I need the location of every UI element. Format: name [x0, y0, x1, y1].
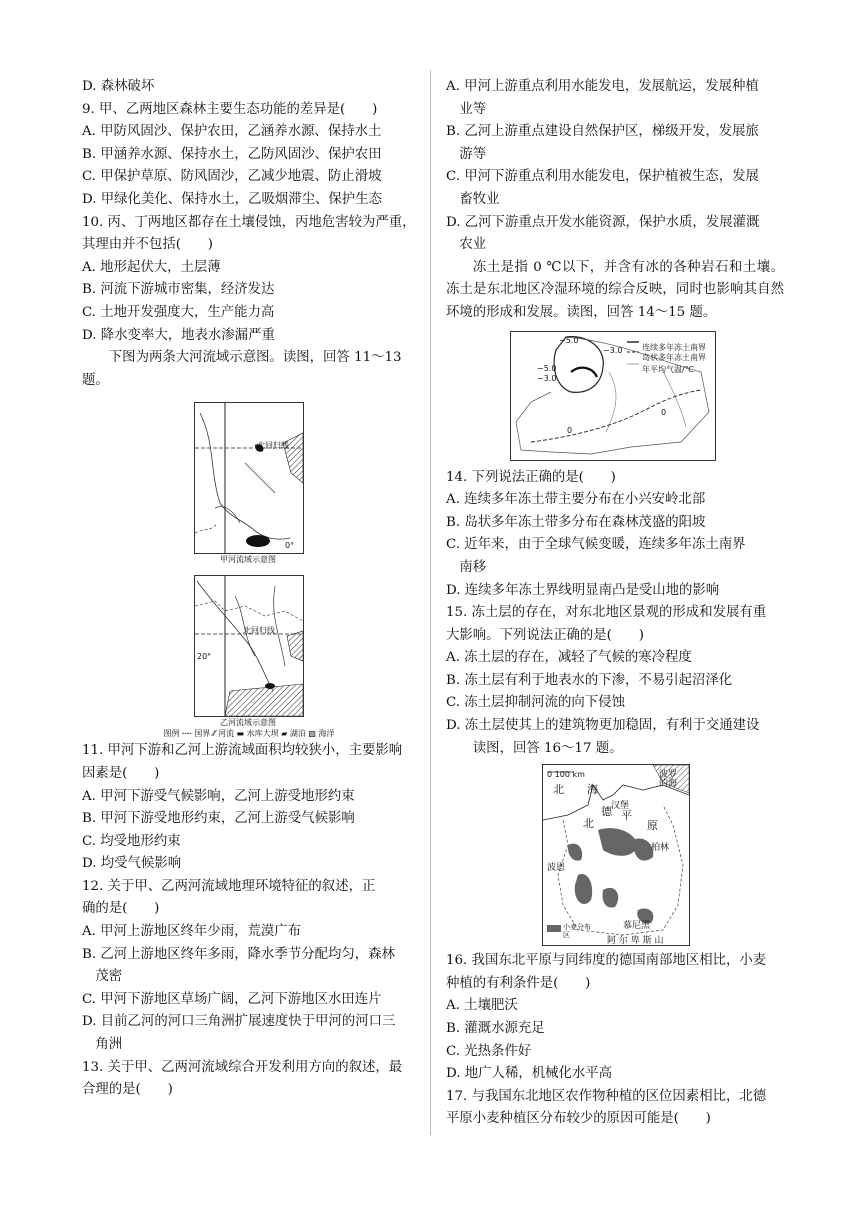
option-16a: A. 土壤肥沃 [446, 998, 518, 1014]
plain-label: 平 [621, 809, 632, 823]
baltic-label: 波罗的海 [659, 770, 678, 790]
plain-label: 原 [647, 819, 658, 833]
option-12d-cont: 角洲 [95, 1037, 123, 1053]
option-11a: A. 甲河下游受气候影响，乙河上游受地形约束 [82, 788, 355, 804]
option-9a: A. 甲防风固沙、保护农田，乙涵养水源、保持水土 [82, 124, 382, 140]
option-10c: C. 土地开发强度大，生产能力高 [82, 304, 275, 320]
city-berlin: 柏林 [651, 843, 670, 854]
map-yi-drawing [195, 576, 303, 716]
sea-label: 海 [587, 783, 598, 797]
plain-label: 德 [601, 805, 612, 819]
question-9: 9. 甲、乙两地区森林主要生态功能的差异是( ) [82, 101, 378, 117]
question-10: 10. 丙、丁两地区都存在土壤侵蚀，丙地危害较为严重， [82, 214, 416, 230]
map-jia-caption: 甲河流域示意图 [220, 555, 276, 565]
map-jia-drawing [195, 403, 303, 553]
question-13-cont: 合理的是( ) [82, 1082, 173, 1098]
option-13b-cont: 游等 [459, 146, 487, 162]
city-bonn: 波恩 [547, 863, 566, 874]
option-16c: C. 光热条件好 [446, 1043, 532, 1059]
option-13a-cont: 业等 [459, 101, 487, 117]
map-jia-frame [194, 402, 304, 554]
question-16-cont: 种植的有利条件是( ) [446, 975, 591, 991]
question-15-cont: 大影响。下列说法正确的是( ) [446, 627, 644, 643]
option-16b: B. 灌溉水源充足 [446, 1021, 545, 1037]
question-17-cont: 平原小麦种植区分布较少的原因可能是( ) [446, 1111, 711, 1127]
option-14a: A. 连续多年冻土带主要分布在小兴安岭北部 [446, 492, 706, 508]
map-legend: 小麦分布区 [563, 923, 591, 940]
option-15d: D. 冻土层使其上的建筑物更加稳固，有利于交通建设 [446, 718, 760, 734]
isotherm-label: 0 [661, 407, 667, 417]
map-jia [194, 402, 304, 565]
isotherm-label: −5.0 [537, 363, 557, 373]
isotherm-label: −3.0 [603, 345, 623, 355]
map-yi-caption: 乙河流域示意图 [220, 718, 276, 728]
map-germany [542, 764, 690, 946]
option-12d: D. 目前乙河的河口三角洲扩展速度快于甲河的河口三 [82, 1014, 396, 1030]
option-15c: C. 冻土层抑制河流的向下侵蚀 [446, 695, 625, 711]
isotherm-label: −3.0 [537, 373, 557, 383]
question-10-cont: 其理由并不包括( ) [82, 237, 213, 253]
question-14: 14. 下列说法正确的是( ) [446, 469, 616, 485]
right-column [446, 76, 784, 1131]
figure-intro: 下图为两条大河流域示意图。读图，回答 11～13 [108, 350, 402, 366]
option-13b: B. 乙河上游重点建设自然保护区，梯级开发，发展旅 [446, 124, 759, 140]
isotherm-label: 0 [567, 425, 573, 435]
option-13a: A. 甲河上游重点利用水能发电，发展航运，发展种植 [446, 79, 759, 94]
question-16: 16. 我国东北平原与同纬度的德国南部地区相比，小麦 [446, 953, 767, 969]
option-16d: D. 地广人稀，机械化水平高 [446, 1066, 613, 1082]
option-9d: D. 甲绿化美化、保持水土，乙吸烟滞尘、保护生态 [82, 191, 382, 207]
option-11b: B. 甲河下游受地形约束，乙河上游受气候影响 [82, 811, 355, 827]
tropic-label: 北回归线 [257, 441, 289, 451]
latitude-label: 20° [197, 652, 212, 662]
figure-intro-cont: 题。 [82, 372, 109, 388]
permafrost-intro: 冻土是指 0 ℃以下，并含有冰的各种岩石和土壤。冻土是东北地区冷湿环境的综合反映，同时也影响其自然环境的形成和发展。读图，回答 14～15 题。 [446, 259, 784, 320]
option-13c-cont: 畜牧业 [459, 191, 500, 207]
legend-island: 岛状多年冻土南界 [642, 352, 706, 362]
option-13c: C. 甲河下游重点利用水能发电，保护植被生态，发展 [446, 169, 759, 185]
alps-label: 阿 尔 卑 斯 山 [607, 936, 664, 947]
column-divider [430, 70, 431, 1135]
option-10a: A. 地形起伏大，土层薄 [82, 259, 221, 275]
question-13: 13. 关于甲、乙两河流域综合开发利用方向的叙述，最 [82, 1059, 403, 1075]
map-yi-frame [194, 575, 304, 717]
option-11c: C. 均受地形约束 [82, 833, 181, 849]
option-13d-cont: 农业 [459, 237, 487, 253]
figure-intro-2: 读图，回答 16～17 题。 [472, 740, 623, 756]
option-10b: B. 河流下游城市密集，经济发达 [82, 282, 275, 298]
question-11-cont: 因素是( ) [82, 765, 160, 781]
plain-label: 北 [583, 817, 594, 831]
scale-bar: 0 100 km [547, 770, 585, 780]
question-12-cont: 确的是( ) [82, 901, 160, 917]
option-12b: B. 乙河上游地区终年多雨，降水季节分配均匀，森林 [82, 946, 395, 962]
map-yi [194, 575, 304, 728]
option-12b-cont: 茂密 [95, 969, 123, 985]
option-15a: A. 冻土层的存在，减轻了气候的寒冷程度 [446, 650, 692, 666]
option-13d: D. 乙河下游重点开发水能资源，保护水质，发展灌溉 [446, 214, 760, 230]
tropic-label: 北回归线 [243, 626, 275, 636]
text-line: D. 森林破坏 [82, 79, 155, 94]
question-17: 17. 与我国东北地区农作物种植的区位因素相比，北德 [446, 1088, 767, 1104]
city-munich: 慕尼黑 [623, 921, 651, 932]
option-15b: B. 冻土层有利于地表水的下渗，不易引起沼泽化 [446, 672, 733, 688]
option-11d: D. 均受气候影响 [82, 856, 182, 872]
option-9c: C. 甲保护草原、防风固沙，乙减少地震、防止滑坡 [82, 169, 382, 185]
city-hamburg: 汉堡 [611, 801, 630, 812]
option-14b: B. 岛状多年冻土带多分布在森林茂盛的阳坡 [446, 514, 706, 530]
isotherm-label: −5.0 [559, 335, 579, 345]
map-legend: 图例 ╌╌ 国界 ⁄⁄ 河流 ▬ 水库大坝 ▰ 湖泊 ▨ 海洋 [163, 729, 335, 739]
option-14c-cont: 南移 [459, 559, 487, 575]
left-column [82, 76, 416, 1102]
question-11: 11. 甲河下游和乙河上游流域面积均较狭小，主要影响 [82, 743, 403, 759]
question-15: 15. 冻土层的存在，对东北地区景观的形成和发展有重 [446, 605, 767, 621]
sea-label: 北 [553, 783, 564, 797]
option-10d: D. 降水变率大，地表水渗漏严重 [82, 327, 275, 343]
legend-temperature: 年平均气温/℃ [642, 364, 694, 374]
option-9b: B. 甲涵养水源、保持水土，乙防风固沙、保护农田 [82, 146, 382, 162]
option-14d: D. 连续多年冻土界线明显南凸是受山地的影响 [446, 582, 720, 598]
question-12: 12. 关于甲、乙两河流域地理环境特征的叙述，正 [82, 878, 376, 894]
legend-continuous: 连续多年冻土南界 [642, 342, 706, 352]
option-14c: C. 近年来，由于全球气候变暖，连续多年冻土南界 [446, 537, 746, 553]
map-permafrost [510, 331, 716, 461]
option-12a: A. 甲河上游地区终年少雨，荒漠广布 [82, 924, 302, 940]
equator-label: 0° [285, 541, 295, 551]
option-12c: C. 甲河下游地区草场广阔，乙河下游地区水田连片 [82, 991, 382, 1007]
